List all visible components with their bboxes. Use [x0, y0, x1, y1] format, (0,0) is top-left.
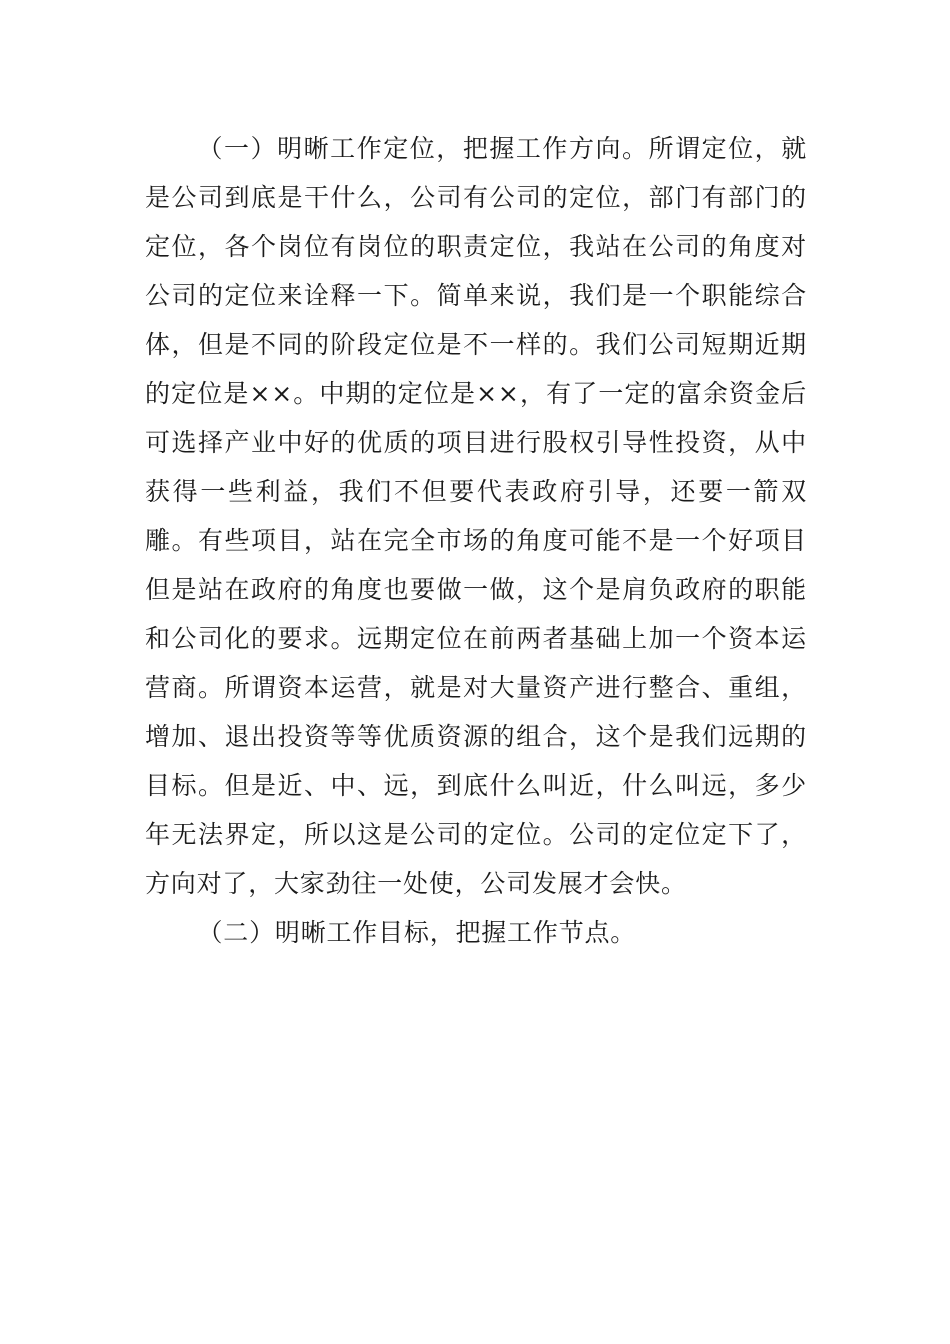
paragraph-work-goals: （二）明晰工作目标，把握工作节点。	[197, 918, 637, 947]
paragraph-work-positioning: （一）明晰工作定位，把握工作方向。所谓定位，就是公司到底是干什么，公司有公司的定位，部门有部门的定位，各个岗位有岗位的职责定位，我站在公司的角度对公司的定位来诠释一下。简单来说，我们是一个职能综合体，但是不同的阶段定位是不一样的。我们公司短期近期的定位是××。中期的定位是××，有了一定的富余资金后可选择产业中好的优质的项目进行股权引导性投资，从中获得一些利益，我们不但要代表政府引导，还要一箭双雕。有些项目，站在完全市场的角度可能不是一个好项目但是站在政府的角度也要做一做，这个是肩负政府的职能和公司化的要求。远期定位在前两者基础上加一个资本运营商。所谓资本运营，就是对大量资产进行整合、重组，增加、退出投资等等优质资源的组合，这个是我们远期的目标。但是近、中、远，到底什么叫近，什么叫远，多少年无法界定，所以这是公司的定位。公司的定位定下了，方向对了，大家劲往一处使，公司发展才会快。	[145, 134, 807, 898]
document-body	[145, 124, 807, 957]
